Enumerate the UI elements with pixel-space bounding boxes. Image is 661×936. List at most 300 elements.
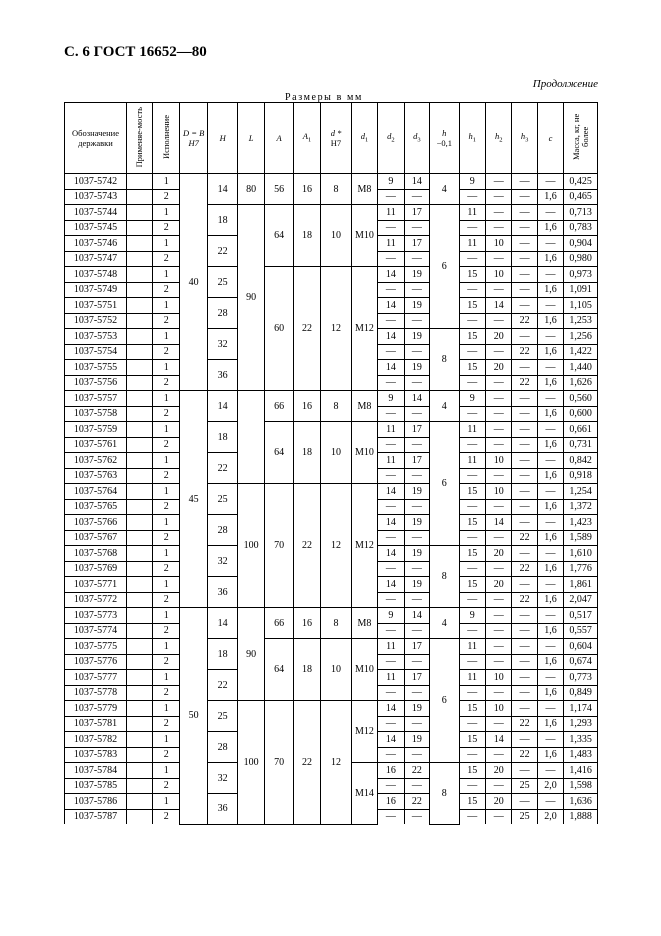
- cell-applicability: [127, 778, 153, 794]
- cell-designation: 1037-5764: [65, 484, 127, 500]
- cell-c: —: [537, 236, 563, 252]
- cell-designation: 1037-5774: [65, 623, 127, 639]
- cell-version: 1: [153, 670, 179, 686]
- cell-d2: 14: [378, 360, 404, 376]
- cell-A: 66: [265, 608, 293, 639]
- cell-h2: —: [485, 391, 511, 407]
- cell-d2: 9: [378, 608, 404, 624]
- cell-applicability: [127, 499, 153, 515]
- cell-h1: —: [459, 344, 485, 360]
- cell-h2: —: [485, 592, 511, 608]
- cell-applicability: [127, 437, 153, 453]
- cell-h3: —: [512, 732, 537, 748]
- cell-mass: 0,773: [564, 670, 598, 686]
- cell-h3: 22: [512, 375, 537, 391]
- cell-designation: 1037-5779: [65, 701, 127, 717]
- cell-h3: —: [512, 422, 537, 438]
- cell-h1: 15: [459, 577, 485, 593]
- cell-d3: —: [404, 313, 429, 329]
- col-c: c: [537, 103, 563, 174]
- cell-mass: 0,557: [564, 623, 598, 639]
- cell-h: 4: [430, 391, 459, 422]
- cell-h3: 22: [512, 716, 537, 732]
- cell-d2: —: [378, 220, 404, 236]
- cell-d2: 14: [378, 546, 404, 562]
- cell-mass: 1,589: [564, 530, 598, 546]
- cell-A1: 22: [293, 484, 320, 608]
- cell-d2: —: [378, 437, 404, 453]
- cell-h2: —: [485, 220, 511, 236]
- cell-d2: —: [378, 592, 404, 608]
- cell-applicability: [127, 794, 153, 810]
- cell-h1: 11: [459, 639, 485, 655]
- cell-A1: 18: [293, 422, 320, 484]
- cell-h2: 10: [485, 701, 511, 717]
- cell-c: 1,6: [537, 251, 563, 267]
- cell-d3: —: [404, 406, 429, 422]
- cell-h1: —: [459, 499, 485, 515]
- cell-h1: —: [459, 189, 485, 205]
- cell-h1: —: [459, 251, 485, 267]
- cell-applicability: [127, 329, 153, 345]
- cell-A1: 16: [293, 391, 320, 422]
- cell-d2: 14: [378, 577, 404, 593]
- cell-version: 1: [153, 794, 179, 810]
- cell-H: 14: [208, 391, 237, 422]
- cell-d3: —: [404, 530, 429, 546]
- cell-h1: 15: [459, 794, 485, 810]
- continuation-label: Продолжение: [532, 78, 598, 90]
- cell-designation: 1037-5771: [65, 577, 127, 593]
- cell-applicability: [127, 282, 153, 298]
- cell-version: 2: [153, 282, 179, 298]
- cell-c: 1,6: [537, 592, 563, 608]
- cell-h3: —: [512, 236, 537, 252]
- cell-h2: —: [485, 375, 511, 391]
- cell-d2: 14: [378, 701, 404, 717]
- cell-designation: 1037-5766: [65, 515, 127, 531]
- cell-mass: 1,416: [564, 763, 598, 779]
- cell-version: 2: [153, 375, 179, 391]
- cell-H: 36: [208, 360, 237, 391]
- cell-c: —: [537, 453, 563, 469]
- cell-c: —: [537, 670, 563, 686]
- cell-c: 1,6: [537, 716, 563, 732]
- cell-designation: 1037-5749: [65, 282, 127, 298]
- cell-H: 22: [208, 236, 237, 267]
- cell-h3: —: [512, 329, 537, 345]
- cell-version: 2: [153, 778, 179, 794]
- cell-c: —: [537, 267, 563, 283]
- cell-c: 1,6: [537, 375, 563, 391]
- cell-applicability: [127, 468, 153, 484]
- table-row: [65, 608, 598, 624]
- cell-h2: 20: [485, 794, 511, 810]
- cell-h3: —: [512, 251, 537, 267]
- cell-d2: —: [378, 654, 404, 670]
- col-applicability: Применяе-мость: [127, 103, 153, 174]
- cell-designation: 1037-5757: [65, 391, 127, 407]
- cell-mass: 1,372: [564, 499, 598, 515]
- cell-L: [237, 391, 264, 484]
- cell-mass: 1,440: [564, 360, 598, 376]
- cell-d1: M12: [351, 267, 377, 391]
- cell-c: 1,6: [537, 654, 563, 670]
- cell-applicability: [127, 639, 153, 655]
- cell-applicability: [127, 174, 153, 190]
- cell-h2: —: [485, 422, 511, 438]
- cell-d1: M10: [351, 422, 377, 484]
- cell-mass: 1,636: [564, 794, 598, 810]
- cell-d2: 14: [378, 267, 404, 283]
- cell-d1: M8: [351, 608, 377, 639]
- col-A1: $A_1$: [293, 103, 320, 174]
- cell-h3: 22: [512, 561, 537, 577]
- cell-d3: 19: [404, 577, 429, 593]
- cell-applicability: [127, 220, 153, 236]
- cell-applicability: [127, 685, 153, 701]
- cell-h3: —: [512, 654, 537, 670]
- cell-A: 66: [265, 391, 293, 422]
- cell-d3: 19: [404, 546, 429, 562]
- cell-h1: —: [459, 809, 485, 824]
- cell-c: —: [537, 763, 563, 779]
- cell-d3: 19: [404, 701, 429, 717]
- cell-d3: 19: [404, 515, 429, 531]
- cell-H: 14: [208, 608, 237, 639]
- cell-applicability: [127, 406, 153, 422]
- cell-h2: 10: [485, 236, 511, 252]
- cell-version: 2: [153, 623, 179, 639]
- cell-mass: 1,254: [564, 484, 598, 500]
- cell-h: 6: [430, 422, 459, 546]
- cell-d3: —: [404, 623, 429, 639]
- cell-d3: —: [404, 468, 429, 484]
- cell-applicability: [127, 608, 153, 624]
- cell-D-B: 40: [179, 174, 207, 391]
- cell-d2: —: [378, 623, 404, 639]
- cell-d: 12: [321, 701, 352, 825]
- cell-d2: 16: [378, 794, 404, 810]
- cell-d1: M12: [351, 701, 377, 763]
- cell-mass: 0,674: [564, 654, 598, 670]
- table-row: [65, 391, 598, 407]
- cell-h3: —: [512, 515, 537, 531]
- cell-d3: —: [404, 561, 429, 577]
- cell-version: 1: [153, 732, 179, 748]
- cell-d3: 14: [404, 391, 429, 407]
- cell-d2: —: [378, 375, 404, 391]
- cell-version: 2: [153, 685, 179, 701]
- cell-applicability: [127, 670, 153, 686]
- cell-h3: —: [512, 577, 537, 593]
- cell-mass: 0,842: [564, 453, 598, 469]
- col-d1: $d_1$: [351, 103, 377, 174]
- cell-h3: 22: [512, 747, 537, 763]
- cell-A1: 22: [293, 267, 320, 391]
- cell-applicability: [127, 716, 153, 732]
- cell-designation: 1037-5751: [65, 298, 127, 314]
- cell-A1: 22: [293, 701, 320, 825]
- cell-d: 12: [321, 484, 352, 608]
- cell-h1: —: [459, 716, 485, 732]
- cell-h2: 14: [485, 515, 511, 531]
- cell-version: 1: [153, 763, 179, 779]
- cell-h1: —: [459, 220, 485, 236]
- cell-version: 1: [153, 546, 179, 562]
- cell-applicability: [127, 592, 153, 608]
- cell-d3: 17: [404, 670, 429, 686]
- cell-d2: 14: [378, 298, 404, 314]
- cell-h2: —: [485, 499, 511, 515]
- cell-mass: 1,776: [564, 561, 598, 577]
- cell-applicability: [127, 189, 153, 205]
- cell-d1: M10: [351, 639, 377, 701]
- cell-d2: —: [378, 716, 404, 732]
- cell-c: 1,6: [537, 344, 563, 360]
- cell-h3: —: [512, 701, 537, 717]
- cell-c: —: [537, 639, 563, 655]
- cell-d2: 11: [378, 639, 404, 655]
- cell-d2: 11: [378, 422, 404, 438]
- cell-h1: 15: [459, 546, 485, 562]
- cell-d3: 19: [404, 329, 429, 345]
- cell-c: 1,6: [537, 437, 563, 453]
- cell-d3: —: [404, 809, 429, 824]
- cell-mass: 0,465: [564, 189, 598, 205]
- cell-applicability: [127, 809, 153, 824]
- cell-h3: 25: [512, 809, 537, 824]
- cell-mass: 0,849: [564, 685, 598, 701]
- cell-designation: 1037-5785: [65, 778, 127, 794]
- cell-h2: —: [485, 809, 511, 824]
- cell-h2: —: [485, 174, 511, 190]
- cell-applicability: [127, 654, 153, 670]
- cell-applicability: [127, 267, 153, 283]
- cell-A: 64: [265, 205, 293, 267]
- cell-d: 8: [321, 391, 352, 422]
- cell-h3: —: [512, 267, 537, 283]
- cell-designation: 1037-5747: [65, 251, 127, 267]
- col-h3: $h_3$: [512, 103, 537, 174]
- cell-d1: M14: [351, 763, 377, 825]
- cell-d3: 14: [404, 608, 429, 624]
- cell-h3: —: [512, 499, 537, 515]
- cell-designation: 1037-5776: [65, 654, 127, 670]
- cell-d2: —: [378, 468, 404, 484]
- cell-h1: —: [459, 375, 485, 391]
- cell-version: 1: [153, 205, 179, 221]
- cell-version: 1: [153, 267, 179, 283]
- cell-h2: 10: [485, 484, 511, 500]
- cell-d1: M10: [351, 205, 377, 267]
- cell-h1: 15: [459, 701, 485, 717]
- cell-h2: 20: [485, 577, 511, 593]
- cell-d3: —: [404, 220, 429, 236]
- cell-designation: 1037-5777: [65, 670, 127, 686]
- cell-h3: —: [512, 220, 537, 236]
- cell-designation: 1037-5775: [65, 639, 127, 655]
- cell-d: 12: [321, 267, 352, 391]
- table-row: [65, 639, 598, 655]
- cell-d: 8: [321, 174, 352, 205]
- cell-h3: —: [512, 282, 537, 298]
- cell-h2: —: [485, 654, 511, 670]
- cell-mass: 1,423: [564, 515, 598, 531]
- cell-h1: —: [459, 530, 485, 546]
- cell-h3: —: [512, 623, 537, 639]
- cell-designation: 1037-5784: [65, 763, 127, 779]
- cell-designation: 1037-5748: [65, 267, 127, 283]
- cell-applicability: [127, 577, 153, 593]
- cell-designation: 1037-5783: [65, 747, 127, 763]
- cell-designation: 1037-5756: [65, 375, 127, 391]
- cell-version: 2: [153, 716, 179, 732]
- cell-h: 4: [430, 174, 459, 205]
- cell-L: 80: [237, 174, 264, 205]
- cell-h1: 9: [459, 391, 485, 407]
- cell-h1: —: [459, 747, 485, 763]
- cell-applicability: [127, 205, 153, 221]
- cell-designation: 1037-5778: [65, 685, 127, 701]
- cell-h3: —: [512, 360, 537, 376]
- cell-applicability: [127, 251, 153, 267]
- cell-designation: 1037-5761: [65, 437, 127, 453]
- cell-h3: —: [512, 639, 537, 655]
- cell-d2: —: [378, 406, 404, 422]
- cell-h3: 22: [512, 313, 537, 329]
- cell-H: 32: [208, 329, 237, 360]
- cell-d: 8: [321, 608, 352, 639]
- cell-h3: —: [512, 608, 537, 624]
- col-h2: $h_2$: [485, 103, 511, 174]
- cell-c: —: [537, 360, 563, 376]
- cell-h2: —: [485, 623, 511, 639]
- cell-mass: 0,517: [564, 608, 598, 624]
- cell-c: —: [537, 794, 563, 810]
- cell-version: 1: [153, 174, 179, 190]
- cell-version: 1: [153, 701, 179, 717]
- cell-h1: 15: [459, 515, 485, 531]
- cell-H: 32: [208, 546, 237, 577]
- col-H: H: [208, 103, 237, 174]
- col-D-B: D = B H7: [179, 103, 207, 174]
- cell-applicability: [127, 344, 153, 360]
- cell-version: 2: [153, 499, 179, 515]
- cell-H: 25: [208, 267, 237, 298]
- cell-d2: —: [378, 313, 404, 329]
- cell-d1: M12: [351, 484, 377, 608]
- cell-h3: —: [512, 685, 537, 701]
- cell-c: 1,6: [537, 313, 563, 329]
- cell-c: 1,6: [537, 499, 563, 515]
- cell-designation: 1037-5763: [65, 468, 127, 484]
- cell-d2: 14: [378, 515, 404, 531]
- cell-d3: 19: [404, 267, 429, 283]
- cell-d3: 17: [404, 205, 429, 221]
- cell-applicability: [127, 453, 153, 469]
- cell-h1: 15: [459, 329, 485, 345]
- cell-c: —: [537, 577, 563, 593]
- cell-version: 2: [153, 406, 179, 422]
- cell-d2: —: [378, 561, 404, 577]
- cell-version: 2: [153, 530, 179, 546]
- cell-h3: —: [512, 298, 537, 314]
- cell-A: 64: [265, 422, 293, 484]
- cell-h2: —: [485, 251, 511, 267]
- col-d: d * H7: [321, 103, 352, 174]
- cell-d: 10: [321, 639, 352, 701]
- cell-D-B: 50: [179, 608, 207, 825]
- table-row: [65, 484, 598, 500]
- cell-h2: —: [485, 639, 511, 655]
- cell-c: —: [537, 391, 563, 407]
- cell-version: 2: [153, 344, 179, 360]
- cell-c: 1,6: [537, 685, 563, 701]
- cell-d3: —: [404, 282, 429, 298]
- cell-d3: 17: [404, 236, 429, 252]
- cell-applicability: [127, 763, 153, 779]
- cell-h1: 11: [459, 236, 485, 252]
- cell-h1: —: [459, 685, 485, 701]
- cell-A: 70: [265, 701, 293, 825]
- table-body: [65, 174, 598, 825]
- cell-h3: —: [512, 205, 537, 221]
- cell-designation: 1037-5782: [65, 732, 127, 748]
- col-h: h −0,1: [430, 103, 459, 174]
- cell-h3: —: [512, 763, 537, 779]
- col-version: Исполнение: [153, 103, 179, 174]
- cell-d2: —: [378, 809, 404, 824]
- cell-h1: —: [459, 282, 485, 298]
- table-row: [65, 174, 598, 190]
- cell-applicability: [127, 561, 153, 577]
- cell-h1: 11: [459, 205, 485, 221]
- cell-mass: 1,610: [564, 546, 598, 562]
- cell-h3: —: [512, 468, 537, 484]
- cell-mass: 0,604: [564, 639, 598, 655]
- cell-A: 56: [265, 174, 293, 205]
- cell-designation: 1037-5786: [65, 794, 127, 810]
- cell-h2: 10: [485, 267, 511, 283]
- cell-h2: —: [485, 716, 511, 732]
- col-L: L: [237, 103, 264, 174]
- cell-designation: 1037-5742: [65, 174, 127, 190]
- cell-h2: 20: [485, 763, 511, 779]
- cell-h1: —: [459, 623, 485, 639]
- cell-d2: —: [378, 189, 404, 205]
- cell-designation: 1037-5744: [65, 205, 127, 221]
- cell-d2: 14: [378, 484, 404, 500]
- cell-c: 1,6: [537, 468, 563, 484]
- cell-d3: —: [404, 747, 429, 763]
- cell-h2: 14: [485, 732, 511, 748]
- cell-h2: —: [485, 189, 511, 205]
- cell-mass: 0,425: [564, 174, 598, 190]
- cell-designation: 1037-5746: [65, 236, 127, 252]
- cell-A1: 16: [293, 174, 320, 205]
- cell-H: 25: [208, 701, 237, 732]
- cell-c: 1,6: [537, 220, 563, 236]
- cell-c: —: [537, 298, 563, 314]
- cell-H: 14: [208, 174, 237, 205]
- cell-version: 1: [153, 577, 179, 593]
- cell-d3: —: [404, 375, 429, 391]
- cell-mass: 0,600: [564, 406, 598, 422]
- cell-version: 1: [153, 236, 179, 252]
- cell-h1: 15: [459, 732, 485, 748]
- cell-d2: —: [378, 778, 404, 794]
